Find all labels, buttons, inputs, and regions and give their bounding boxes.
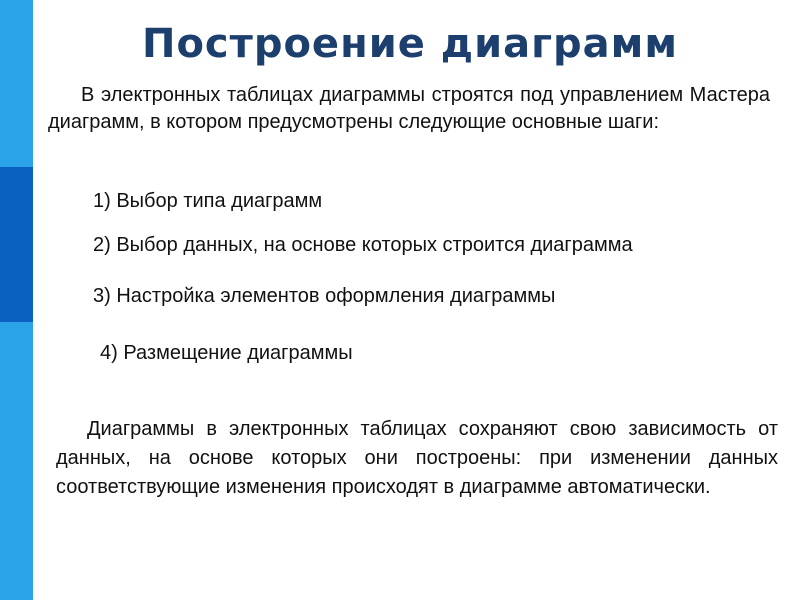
slide-title: Построение диаграмм: [141, 21, 679, 67]
step-item-3: 3) Настройка элементов оформления диаграммы: [93, 285, 556, 307]
side-bar-bottom-segment: [0, 322, 33, 600]
side-bar-middle-segment: [0, 167, 33, 322]
step-item-4: 4) Размещение диаграммы: [100, 342, 353, 364]
conclusion-paragraph: Диаграммы в электронных таблицах сохраняют свою зависимость от данных, на основе которых они построены: при изменении данных соответствующие изменения происходят в диаграмме автоматически.: [56, 418, 778, 498]
side-accent-bar: [0, 0, 33, 600]
step-item-2: 2) Выбор данных, на основе которых строится диаграмма: [93, 234, 633, 256]
side-bar-top-segment: [0, 0, 33, 167]
step-item-1: 1) Выбор типа диаграмм: [93, 190, 323, 212]
intro-paragraph: В электронных таблицах диаграммы строятся под управлением Мастера диаграмм, в котором предусмотрены следующие основные шаги:: [48, 84, 770, 133]
